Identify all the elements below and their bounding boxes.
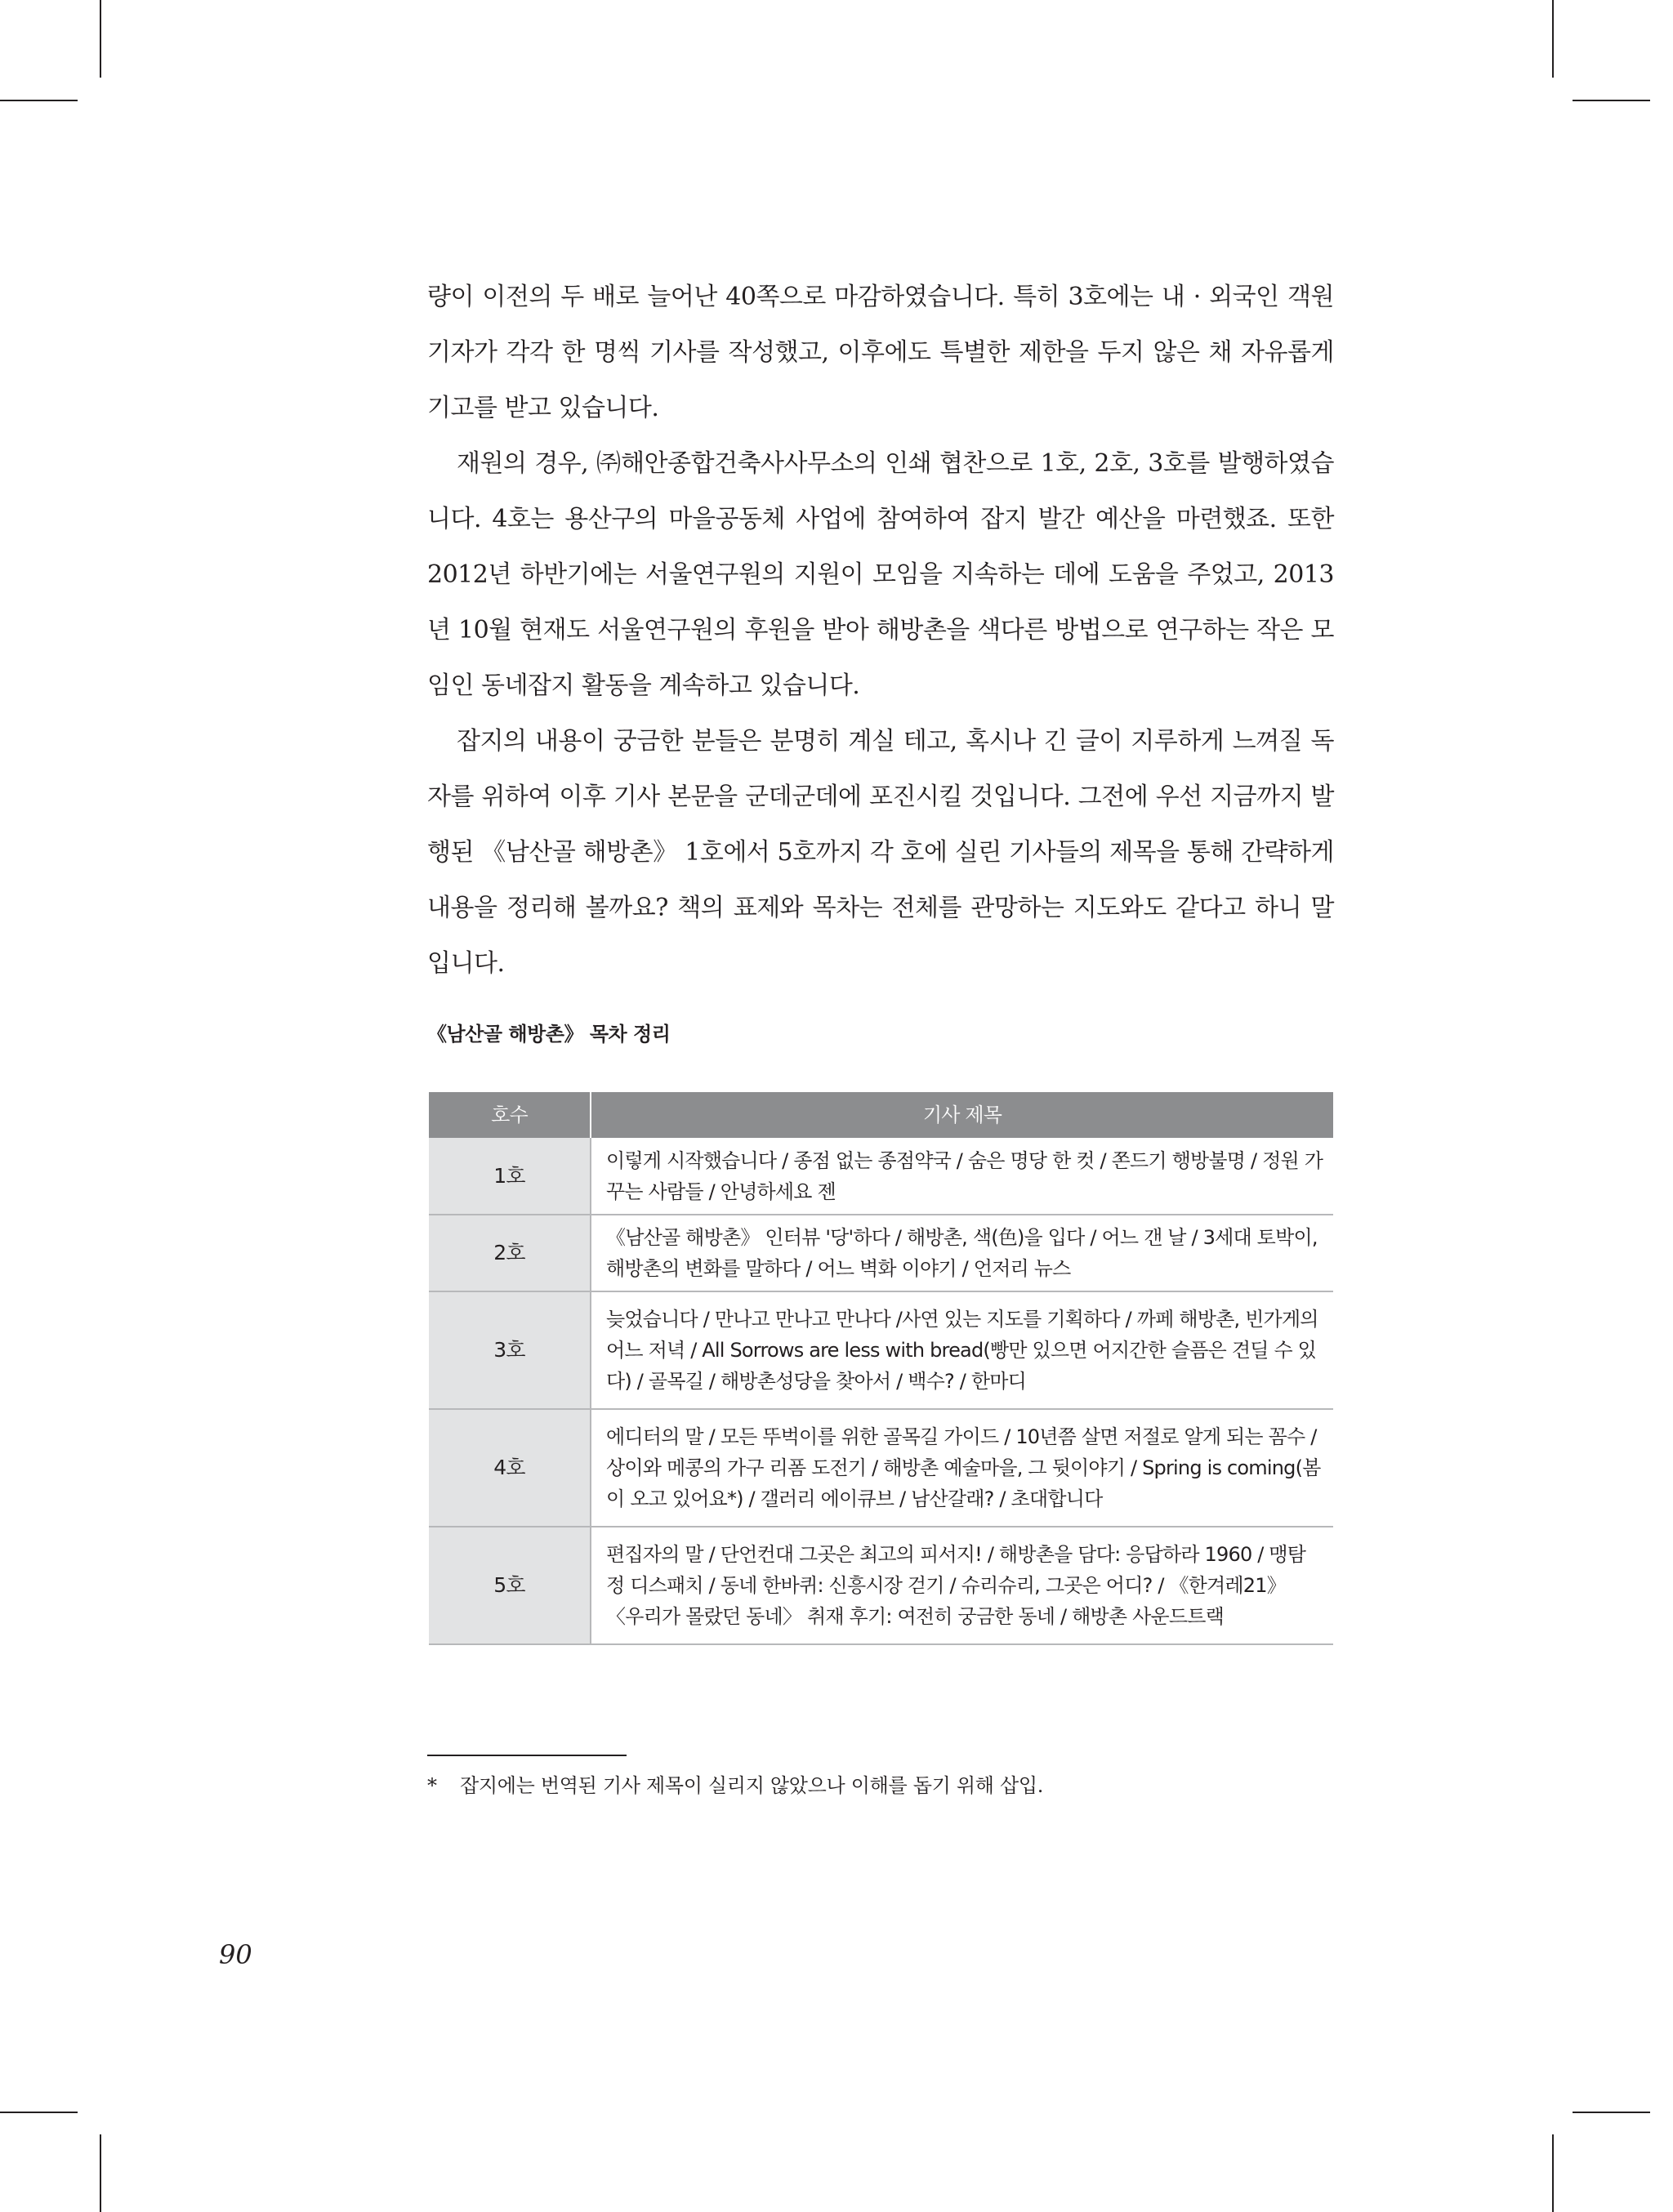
table-title: 《남산골 해방촌》 목차 정리 bbox=[427, 1023, 671, 1046]
body-text bbox=[427, 270, 1334, 992]
column-header-issue: 호수 bbox=[429, 1092, 591, 1138]
paragraph: 잡지의 내용이 궁금한 분들은 분명히 계실 테고, 혹시나 긴 글이 지루하게 느껴질 독자를 위하여 이후 기사 본문을 군데군데에 포진시킬 것입니다. 그전에 우선 지금까지 발행된 《남산골 해방촌》 1호에서 5호까지 각 호에 실린 기사들의 제목을 통해 간략하게 내용을 정리해 볼까요? 책의 표제와 목차는 전체를 관망하는 지도와도 같다고 하니 말입니다. bbox=[427, 727, 1334, 978]
page-number: 90 bbox=[219, 1939, 252, 1970]
issue-cell: 3호 bbox=[429, 1291, 591, 1409]
issue-cell: 1호 bbox=[429, 1138, 591, 1215]
titles-cell: 에디터의 말 / 모든 뚜벅이를 위한 골목길 가이드 / 10년쯤 살면 저절로 알게 되는 꼼수 / 상이와 메콩의 가구 리폼 도전기 / 해방촌 예술마을, 그 뒷이야기 / Spring is coming(봄이 오고 있어요*) / 갤러리 에이큐브 / 남산갈래? / 초대합니다 bbox=[591, 1409, 1333, 1527]
crop-mark bbox=[100, 2134, 101, 2212]
crop-mark bbox=[1573, 2112, 1650, 2113]
table-row bbox=[429, 1291, 1333, 1409]
table-row bbox=[429, 1138, 1333, 1215]
issue-cell: 5호 bbox=[429, 1527, 591, 1644]
issue-cell: 4호 bbox=[429, 1409, 591, 1527]
footnote bbox=[427, 1769, 1043, 1802]
table-header-row bbox=[429, 1092, 1333, 1138]
paragraph: 재원의 경우, ㈜해안종합건축사사무소의 인쇄 협찬으로 1호, 2호, 3호를 발행하였습니다. 4호는 용산구의 마을공동체 사업에 참여하여 잡지 발간 예산을 마련했죠. 또한 2012년 하반기에는 서울연구원의 지원이 모임을 지속하는 데에 도움을 주었고, 2013년 10월 현재도 서울연구원의 후원을 받아 해방촌을 색다른 방법으로 연구하는 작은 모임인 동네잡지 활동을 계속하고 있습니다. bbox=[427, 449, 1335, 700]
table-row bbox=[429, 1215, 1333, 1291]
crop-mark bbox=[1552, 2134, 1554, 2212]
crop-mark bbox=[100, 0, 101, 78]
footnote-text: 잡지에는 번역된 기사 제목이 실리지 않았으나 이해를 돕기 위해 삽입. bbox=[460, 1774, 1044, 1797]
titles-cell: 이렇게 시작했습니다 / 종점 없는 종점약국 / 숨은 명당 한 컷 / 쫀드기 행방불명 / 정원 가꾸는 사람들 / 안녕하세요 젠 bbox=[591, 1138, 1333, 1215]
crop-mark bbox=[0, 2112, 78, 2113]
paragraph: 량이 이전의 두 배로 늘어난 40쪽으로 마감하였습니다. 특히 3호에는 내 · 외국인 객원기자가 각각 한 명씩 기사를 작성했고, 이후에도 특별한 제한을 두지 않은 채 자유롭게 기고를 받고 있습니다. bbox=[427, 283, 1334, 422]
table-row bbox=[429, 1527, 1333, 1644]
issue-cell: 2호 bbox=[429, 1215, 591, 1291]
titles-cell: 편집자의 말 / 단언컨대 그곳은 최고의 피서지! / 해방촌을 담다: 응답하라 1960 / 맹탐정 디스패치 / 동네 한바퀴: 신흥시장 걷기 / 슈리슈리, 그곳은 어디? / 《한겨레21》 〈우리가 몰랐던 동네〉 취재 후기: 여전히 궁금한 동네 / 해방촌 사운드트랙 bbox=[591, 1527, 1333, 1644]
crop-mark bbox=[1573, 100, 1650, 101]
table-row bbox=[429, 1409, 1333, 1527]
column-header-titles: 기사 제목 bbox=[591, 1092, 1333, 1138]
footnote-mark: * bbox=[427, 1774, 437, 1797]
crop-mark bbox=[0, 100, 78, 101]
crop-mark bbox=[1552, 0, 1554, 78]
titles-cell: 늦었습니다 / 만나고 만나고 만나다 /사연 있는 지도를 기획하다 / 까페 해방촌, 빈가게의 어느 저녁 / All Sorrows are less with bread(빵만 있으면 어지간한 슬픔은 견딜 수 있다) / 골목길 / 해방촌성당을 찾아서 / 백수? / 한마디 bbox=[591, 1291, 1333, 1409]
footnote-rule bbox=[427, 1755, 627, 1756]
contents-table bbox=[429, 1092, 1333, 1645]
titles-cell: 《남산골 해방촌》 인터뷰 '당'하다 / 해방촌, 색(色)을 입다 / 어느 갠 날 / 3세대 토박이, 해방촌의 변화를 말하다 / 어느 벽화 이야기 / 언저리 뉴스 bbox=[591, 1215, 1333, 1291]
